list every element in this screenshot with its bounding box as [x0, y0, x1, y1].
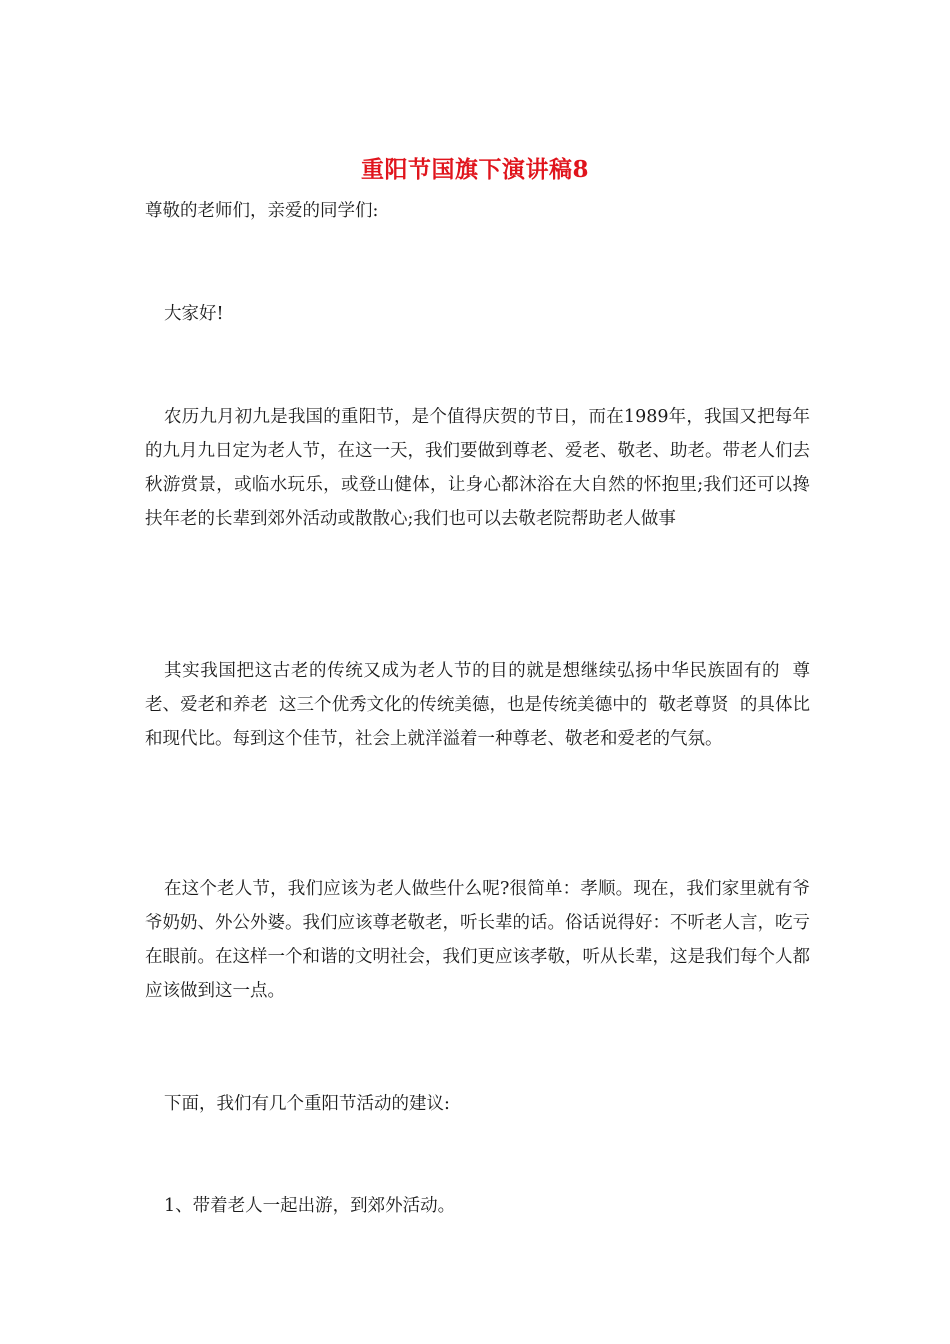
paragraph-tradition: 其实我国把这古老的传统又成为老人节的目的就是想继续弘扬中华民族固有的 尊老、爱老和养老 这三个优秀文化的传统美德，也是传统美德中的 敬老尊贤 的具体比和现代比。每到这个佳节，社会上就洋溢着一种尊老、敬老和爱老的气氛。 [145, 661, 810, 749]
paragraph-filial-piety: 在这个老人节，我们应该为老人做些什么呢?很简单：孝顺。现在，我们家里就有爷爷奶奶、外公外婆。我们应该尊老敬老，听长辈的话。俗话说得好：不听老人言，吃亏在眼前。在这样一个和谐的文明社会，我们更应该孝敬，听从长辈，这是我们每个人都应该做到这一点。 [145, 879, 810, 1001]
paragraph-festival-intro: 农历九月初九是我国的重阳节，是个值得庆贺的节日，而在1989年，我国又把每年的九月九日定为老人节，在这一天，我们要做到尊老、爱老、敬老、助老。带老人们去秋游赏景，或临水玩乐，或登山健体，让身心都沐浴在大自然的怀抱里;我们还可以搀扶年老的长辈到郊外活动或散散心;我们也可以去敬老院帮助老人做事 [145, 407, 810, 529]
paragraph-hello: 大家好! [164, 304, 224, 324]
greeting-line: 尊敬的老师们，亲爱的同学们: [145, 201, 379, 221]
document-title: 重阳节国旗下演讲稿8 [360, 156, 589, 183]
paragraph-suggestions-intro: 下面，我们有几个重阳节活动的建议: [164, 1094, 450, 1114]
list-item-suggestion-1: 1、带着老人一起出游，到郊外活动。 [164, 1196, 456, 1216]
